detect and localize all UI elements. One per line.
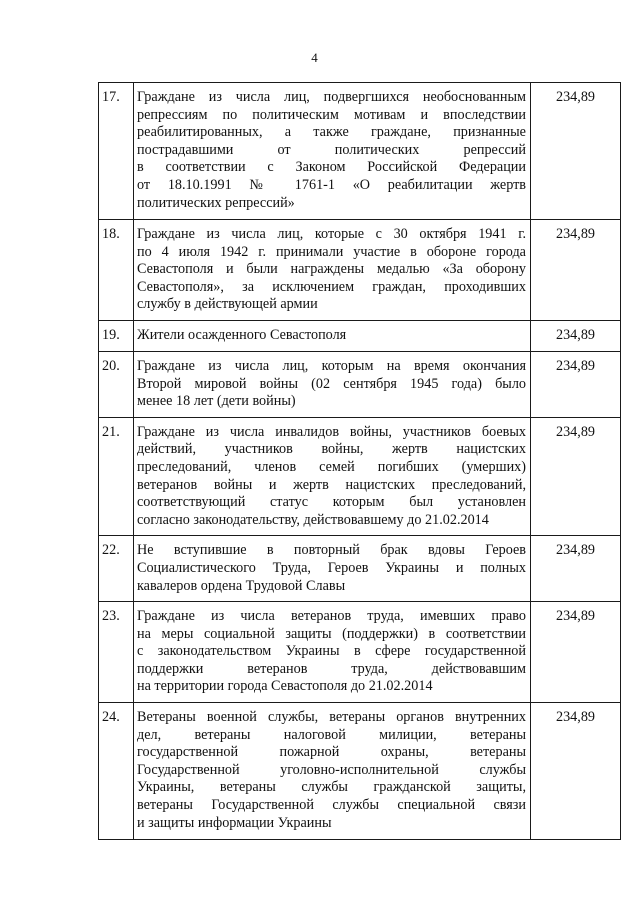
row-description xyxy=(134,602,531,703)
row-number: 20. xyxy=(99,351,134,417)
description-line: Второй мировой войны (02 сентября 1945 года) было xyxy=(137,375,526,392)
description-line: Граждане из числа лиц, которым на время окончания xyxy=(137,357,526,374)
table-row xyxy=(99,536,621,602)
table-row xyxy=(99,417,621,536)
table-row xyxy=(99,83,621,220)
row-description xyxy=(134,417,531,536)
description-line: Украины, ветераны службы гражданской защиты, xyxy=(137,779,526,796)
row-value: 234,89 xyxy=(531,83,621,220)
row-number: 23. xyxy=(99,602,134,703)
table-row xyxy=(99,602,621,703)
row-description xyxy=(134,351,531,417)
description-line: с законодательством Украины в сфере государственной xyxy=(137,643,526,660)
description-line: и защиты информации Украины xyxy=(137,814,332,831)
row-description xyxy=(134,703,531,840)
description-line: на территории города Севастополя до 21.02.2014 xyxy=(137,678,433,695)
row-description xyxy=(134,220,531,321)
description-line: ветераны Государственной службы специальной связи xyxy=(137,797,526,814)
description-line: Государственной уголовно-исполнительной службы xyxy=(137,761,526,778)
table-row xyxy=(99,220,621,321)
table-row xyxy=(99,703,621,840)
description-line: действий, участников войны, жертв нацистских xyxy=(137,441,526,458)
description-line: ветеранов войны и жертв нацистских преследований, xyxy=(137,476,526,493)
row-value: 234,89 xyxy=(531,351,621,417)
description-line: Граждане из числа инвалидов войны, участников боевых xyxy=(137,423,526,440)
description-line: менее 18 лет (дети войны) xyxy=(137,393,296,410)
row-value: 234,89 xyxy=(531,417,621,536)
description-line: службу в действующей армии xyxy=(137,296,318,313)
row-value: 234,89 xyxy=(531,220,621,321)
row-number: 22. xyxy=(99,536,134,602)
description-line: реабилитированных, а также граждане, признанные xyxy=(137,124,526,141)
row-value: 234,89 xyxy=(531,703,621,840)
description-line: Ветераны военной службы, ветераны органов внутренних xyxy=(137,709,526,726)
description-line: Социалистического Труда, Героев Украины и полных xyxy=(137,559,526,576)
row-description xyxy=(134,320,531,351)
row-number: 17. xyxy=(99,83,134,220)
description-line: политических репрессий» xyxy=(137,194,295,211)
description-line: кавалеров ордена Трудовой Славы xyxy=(137,577,346,594)
row-number: 19. xyxy=(99,320,134,351)
row-value: 234,89 xyxy=(531,536,621,602)
description-line: согласно законодательству, действовавшему до 21.02.2014 xyxy=(137,511,489,528)
description-line: пострадавшими от политических репрессий xyxy=(137,141,526,158)
row-number: 18. xyxy=(99,220,134,321)
description-line: государственной пожарной охраны, ветераны xyxy=(137,744,526,761)
row-value: 234,89 xyxy=(531,320,621,351)
description-line: преследований, членов семей погибших (умерших) xyxy=(137,458,526,475)
row-number: 21. xyxy=(99,417,134,536)
description-line: Граждане из числа лиц, подвергшихся необоснованным xyxy=(137,89,526,105)
description-line: Севастополя», за исключением граждан, проходивших xyxy=(137,278,526,295)
row-value: 234,89 xyxy=(531,602,621,703)
row-number: 24. xyxy=(99,703,134,840)
description-line: дел, ветераны налоговой милиции, ветераны xyxy=(137,726,526,743)
description-line: Граждане из числа ветеранов труда, имевших право xyxy=(137,608,526,625)
description-line: от 18.10.1991 № 1761-1 «О реабилитации жертв xyxy=(137,176,526,193)
description-line: Жители осажденного Севастополя xyxy=(137,326,347,343)
table-row xyxy=(99,351,621,417)
row-description xyxy=(134,536,531,602)
description-line: репрессиям по политическим мотивам и впоследствии xyxy=(137,106,526,123)
description-line: Не вступившие в повторный брак вдовы Героев xyxy=(137,542,526,559)
description-line: Граждане из числа лиц, которые с 30 октября 1941 г. xyxy=(137,226,526,242)
description-line: в соответствии с Законом Российской Федерации xyxy=(137,159,526,176)
benefits-table xyxy=(98,82,621,840)
description-line: соответствующий статус которым был установлен xyxy=(137,494,526,511)
page-number: 4 xyxy=(311,50,318,65)
row-description xyxy=(134,83,531,220)
description-line: Севастополя и были награждены медалью «За оборону xyxy=(137,261,526,278)
description-line: по 4 июля 1942 г. принимали участие в обороне города xyxy=(137,243,526,260)
table-row xyxy=(99,320,621,351)
description-line: поддержки ветеранов труда, действовавшим xyxy=(137,660,526,677)
description-line: на меры социальной защиты (поддержки) в соответствии xyxy=(137,625,526,642)
